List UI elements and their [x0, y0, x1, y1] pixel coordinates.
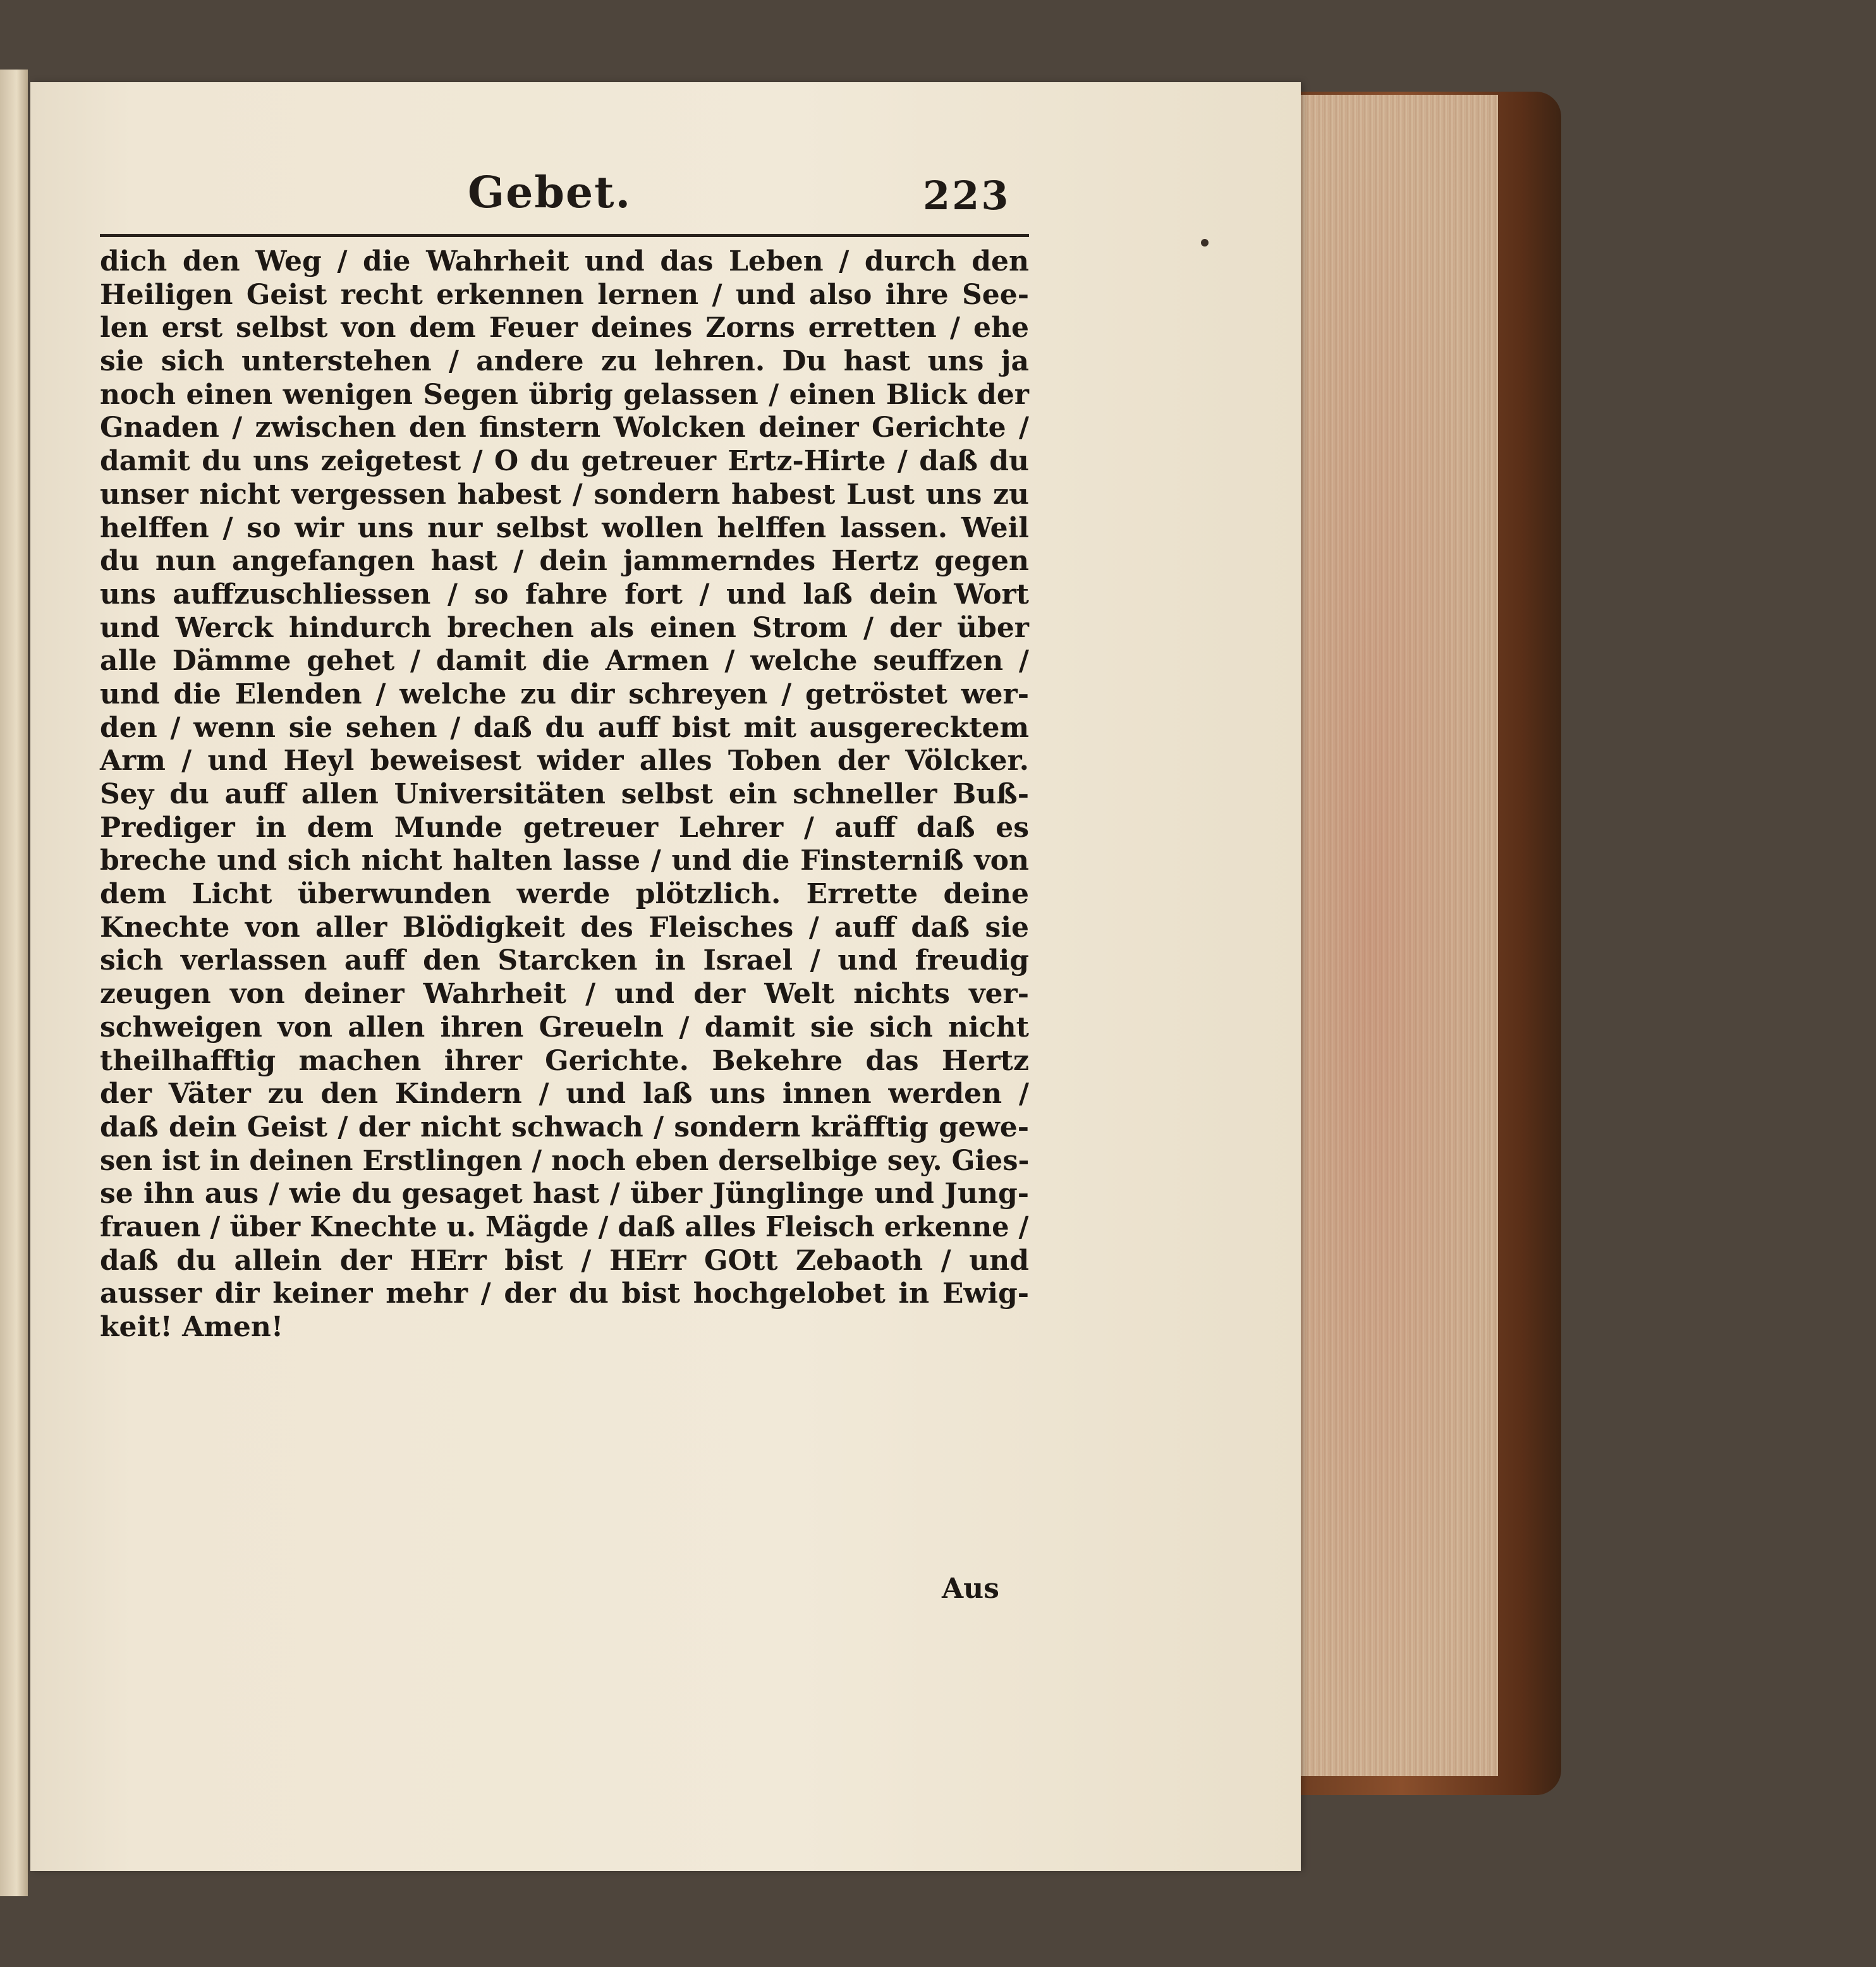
page-header — [101, 167, 1049, 237]
text-line: zeugen von deiner Wahrheit / und der Welt nichts ver- — [100, 978, 1029, 1011]
text-line: breche und sich nicht halten lasse / und die Finsterniß von — [100, 844, 1029, 877]
text-line: len erst selbst von dem Feuer deines Zorns erretten / ehe — [100, 312, 1029, 344]
text-line: noch einen wenigen Segen übrig gelassen / einen Blick der — [100, 378, 1029, 411]
page-number: 223 — [923, 173, 1011, 219]
text-line: und Werck hindurch brechen als einen Strom / der über — [100, 611, 1029, 644]
text-line: sich verlassen auff den Starcken in Israel / und freudig — [100, 944, 1029, 977]
header-rule — [100, 234, 1029, 237]
text-line: sie sich unterstehen / andere zu lehren. Du hast uns ja — [100, 345, 1029, 378]
running-title: Gebet. — [468, 167, 632, 218]
text-line: daß du allein der HErr bist / HErr GOtt Zebaoth / und — [100, 1244, 1029, 1277]
text-line: unser nicht vergessen habest / sondern habest Lust uns zu — [100, 478, 1029, 511]
text-line: damit du uns zeigetest / O du getreuer Ertz-Hirte / daß du — [100, 445, 1029, 478]
page-edges — [1283, 95, 1498, 1776]
text-line: theilhafftig machen ihrer Gerichte. Bekehre das Hertz — [100, 1044, 1029, 1077]
catchword: Aus — [942, 1573, 999, 1605]
prayer-text — [100, 245, 1042, 1344]
text-line: alle Dämme gehet / damit die Armen / welche seuffzen / — [100, 645, 1029, 678]
text-line: der Väter zu den Kindern / und laß uns innen werden / — [100, 1078, 1029, 1111]
text-line: Sey du auff allen Universitäten selbst ein schneller Buß- — [100, 778, 1029, 810]
text-line: Knechte von aller Blödigkeit des Fleisches / auff daß sie — [100, 911, 1029, 944]
text-line: se ihn aus / wie du gesaget hast / über Jünglinge und Jung- — [100, 1178, 1029, 1210]
text-line: ausser dir keiner mehr / der du bist hochgelobet in Ewig- — [100, 1277, 1029, 1310]
text-line: den / wenn sie sehen / daß du auff bist mit ausgerecktem — [100, 711, 1029, 744]
text-line: sen ist in deinen Erstlingen / noch eben derselbige sey. Gies- — [100, 1144, 1030, 1177]
ink-speck — [1201, 239, 1209, 247]
text-line: helffen / so wir uns nur selbst wollen helffen lassen. Weil — [100, 511, 1029, 544]
text-line: uns auffzuschliessen / so fahre fort / und laß dein Wort — [100, 578, 1029, 611]
text-line: du nun angefangen hast / dein jammerndes Hertz gegen — [100, 545, 1029, 578]
text-line: Arm / und Heyl beweisest wider alles Toben der Völcker. — [100, 745, 1029, 777]
left-page-edge — [0, 70, 28, 1896]
text-line: daß dein Geist / der nicht schwach / sondern kräfftig gewe- — [100, 1111, 1029, 1143]
text-line: frauen / über Knechte u. Mägde / daß alles Fleisch erkenne / — [100, 1210, 1029, 1243]
text-line: schweigen von allen ihren Greueln / damit sie sich nicht — [100, 1011, 1029, 1044]
text-line: dich den Weg / die Wahrheit und das Leben / durch den — [100, 245, 1029, 277]
text-line: Prediger in dem Munde getreuer Lehrer / auff daß es — [100, 811, 1029, 844]
text-line: dem Licht überwunden werde plötzlich. Errette deine — [100, 878, 1029, 911]
text-line: Heiligen Geist recht erkennen lernen / und also ihre See- — [100, 278, 1029, 311]
text-line: und die Elenden / welche zu dir schreyen / getröstet wer- — [100, 678, 1029, 710]
text-line: Gnaden / zwischen den finstern Wolcken deiner Gerichte / — [100, 411, 1029, 444]
text-line: keit! Amen! — [100, 1311, 284, 1343]
